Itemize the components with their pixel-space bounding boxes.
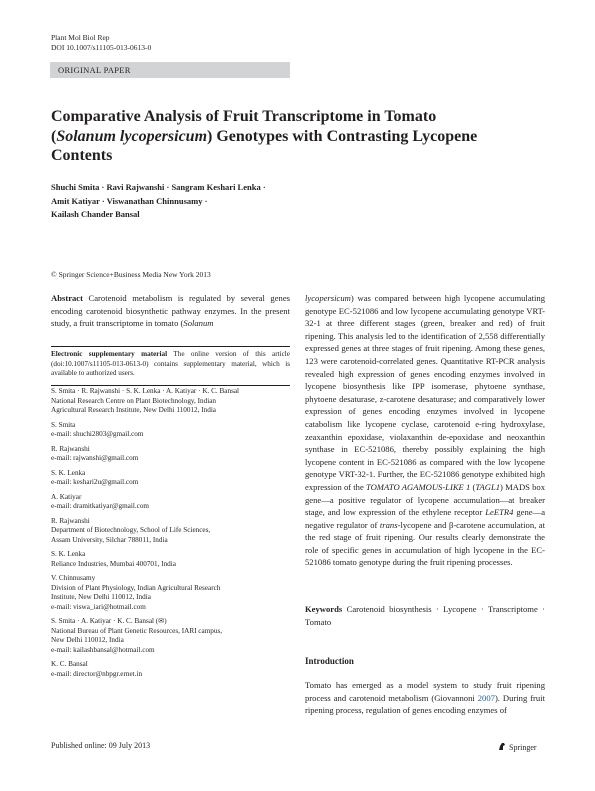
affiliation-block: R. Rajwanshi e-mail: rajwanshi@gmail.com — [51, 444, 139, 462]
affiliation-block: S. Smita · R. Rajwanshi · S. K. Lenka · A. Katiyar · K. C. Bansal National Research Centre on Plant Biotechnology, Indian Agricultural Research Institute, New Delhi 110012, India — [51, 387, 240, 414]
copyright-notice: © Springer Science+Business Media New York 2013 — [51, 270, 211, 279]
springer-horse-icon — [497, 741, 507, 751]
affiliations — [51, 387, 290, 684]
doi: DOI 10.1007/s11105-013-0613-0 — [51, 43, 152, 52]
author-list — [51, 181, 371, 222]
title-line-2: (Solanum lycopersicum) Genotypes with Contrasting Lycopene — [51, 127, 478, 145]
publisher-name: Springer — [509, 743, 537, 752]
affiliations-divider — [51, 385, 290, 386]
affiliation-block: S. K. Lenka e-mail: keshari2u@gmail.com — [51, 468, 139, 486]
paper-title — [51, 107, 521, 166]
affiliation-block: S. K. Lenka Reliance Industries, Mumbai 400701, India — [51, 550, 176, 568]
title-line-1: Comparative Analysis of Fruit Transcriptome in Tomato — [51, 108, 437, 125]
affiliation-block: K. C. Bansal e-mail: director@nbpgr.ernet.in — [51, 660, 143, 678]
affiliation-block: V. Chinnusamy Division of Plant Physiology, Indian Agricultural Research Institute, New Delhi 110012, India e-mail: viswa_iari@hotmail.com — [51, 574, 221, 611]
journal-name: Plant Mol Biol Rep — [51, 33, 110, 42]
authors-line-2: Amit Katiyar · Viswanathan Chinnusamy · — [51, 195, 208, 206]
abstract-text-left: Carotenoid metabolism is regulated by several genes encoding carotenoid biosynthetic pathway enzymes. In the present study, a fruit transcriptome in tomato ( — [51, 293, 291, 329]
affiliation-block: S. Smita e-mail: shuchi2803@gmail.com — [51, 420, 144, 438]
title-line-3: Contents — [51, 147, 113, 164]
affiliation-block: A. Katiyar e-mail: dramitkatiyar@gmail.com — [51, 492, 150, 510]
published-online: Published online: 09 July 2013 — [51, 741, 151, 750]
citation-link[interactable]: 2007 — [477, 692, 495, 703]
esm-divider — [51, 346, 290, 347]
abstract-italic-left: Solanum — [183, 318, 214, 329]
esm-heading: Electronic supplementary material — [51, 350, 168, 358]
authors-line-3: Kailash Chander Bansal — [51, 209, 140, 219]
section-label: ORIGINAL PAPER — [58, 65, 131, 75]
introduction-heading: Introduction — [305, 656, 354, 666]
keywords — [305, 603, 545, 628]
springer-logo — [497, 741, 537, 752]
abstract-heading: Abstract — [51, 293, 83, 303]
introduction-text: Tomato has emerged as a model system to study fruit ripening process and carotenoid metabolism (Giovannoni 2007). During fruit ripening process, regulation of genes encoding enzymes of — [305, 680, 545, 716]
affiliation-block: S. Smita · A. Katiyar · K. C. Bansal (✉) National Bureau of Plant Genetic Resources, IARI campus, New Delhi 110012, India e-mail: kailashbansal@hotmail.com — [51, 617, 223, 654]
keywords-text: Carotenoid biosynthesis · Lycopene · Transcriptome · Tomato — [305, 604, 546, 627]
authors-line-1: Shuchi Smita · Ravi Rajwanshi · Sangram Keshari Lenka · — [51, 182, 266, 192]
section-band — [50, 62, 290, 78]
affiliation-block: R. Rajwanshi Department of Biotechnology, School of Life Sciences, Assam University, Silchar 788011, India — [51, 516, 211, 544]
esm-text: The online version of this article (doi:10.1007/s11105-013-0613-0) contains supplementary material, which is available to authorized users. — [51, 350, 290, 377]
abstract-right: lycopersicum) was compared between high lycopene accumulating genotype EC-521086 and low lycopene accumulating genotype VRT-32-1 at three different stages (green, breaker and red) of fruit ripening. This analysis led to the identification of 2,558 differentially expressed genes at three stages of fruit ripening. Among these genes, 123 were carotenoid-correlated genes. Quantitative RT-PCR analysis revealed high expression of genes encoding enzymes involved in lycopene biosynthesis like IPP isomerase, phytoene synthase, phytoene desaturase, z-carotene desaturase; and comparatively lower expression of genes encoding enzymes involved in lycopene catabolism like lycopene cyclase, carotenoid e-ring hydroxylase, zeaxanthin epoxidase, violaxanthin de-epoxidase and neoxanthin synthase in EC-521086, thereby possibly explaining the high lycopene content in EC-521086 as compared with the low lycopene genotype VRT-32-1. Further, the EC-521086 genotype exhibited high expression of the TOMATO AGAMOUS-LIKE 1 (TAGL1) MADS box gene—a positive regulator of lycopene accumulation—at breaker stage, and low expression of the ethylene receptor LeETR4 gene—a negative regulator of trans-lycopene and β-carotene accumulation, at the red stage of fruit ripening. Our results clearly demonstrate the role of specific genes in accumulation of high lycopene in the EC-521086 tomato genotype during the fruit ripening processes. — [305, 293, 546, 568]
esm-note — [51, 350, 290, 379]
abstract-left — [51, 292, 290, 330]
keywords-heading: Keywords — [305, 604, 343, 614]
